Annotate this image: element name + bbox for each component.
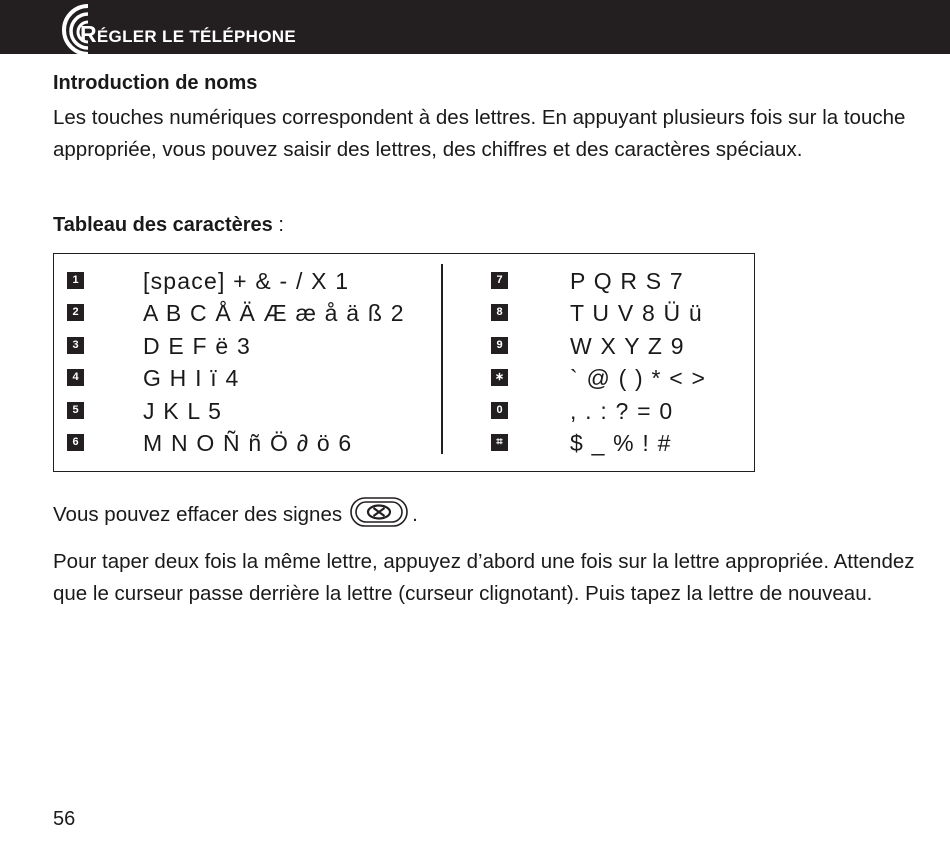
intro-paragraph: Les touches numériques correspondent à des lettres. En appuyant plusieurs fois sur la touche appropriée, vous pouvez saisir des lettres, des chiffres et des caractères spéciaux. [53,106,906,161]
key-chars: G H I ï 4 [143,365,240,392]
key-chars: [space] + & - / X 1 [143,268,350,294]
key-hash-icon: ⌗ [491,434,508,451]
erase-key-icon [350,497,408,527]
erase-text: Vous pouvez effacer des signes [53,503,343,526]
key-chars: $ _ % ! # [570,429,672,456]
erase-text-end: . [412,503,418,526]
table-title [53,214,284,237]
key-6-icon: 6 [67,434,84,451]
table-title-suffix: : [272,214,284,236]
table-title-bold: Tableau des caractères [53,214,273,236]
key-chars: , . : ? = 0 [570,397,674,424]
key-4-icon: 4 [67,369,84,386]
header-title [80,19,296,52]
key-8-icon: 8 [491,304,508,321]
character-table [53,253,755,472]
key-7-icon: 7 [491,272,508,289]
section-title: Introduction de noms [53,72,258,94]
key-chars: A B C Å Ä Æ æ å ä ß 2 [143,300,405,327]
key-1-icon: 1 [67,272,84,289]
double-letter-paragraph: Pour taper deux fois la même lettre, appuyez d’abord une fois sur la lettre appropriée. Attendez que le curseur passe derrière la lettre (curseur clignotant). Puis tapez la lettre de nouveau. [53,550,915,605]
erase-instruction [53,499,418,531]
page-number: 56 [53,808,76,830]
key-9-icon: 9 [491,337,508,354]
header-title-initial: R [80,21,97,47]
key-0-icon: 0 [491,402,508,419]
key-chars: W X Y Z 9 [570,332,685,359]
header-title-rest: ÉGLER LE TÉLÉPHONE [96,27,296,46]
key-3-icon: 3 [67,337,84,354]
key-star-icon: ∗ [491,369,508,386]
key-2-icon: 2 [67,304,84,321]
key-5-icon: 5 [67,402,84,419]
key-chars: J K L 5 [143,397,223,424]
table-divider [441,264,443,454]
key-chars: ` @ ( ) * < > [570,365,707,392]
key-chars: M N O Ñ ñ Ö ∂ ö 6 [143,429,353,456]
key-chars: T U V 8 Ü ü [570,300,703,327]
key-chars: P Q R S 7 [570,268,684,294]
header-bar [0,0,950,54]
key-chars: D E F ë 3 [143,332,251,359]
